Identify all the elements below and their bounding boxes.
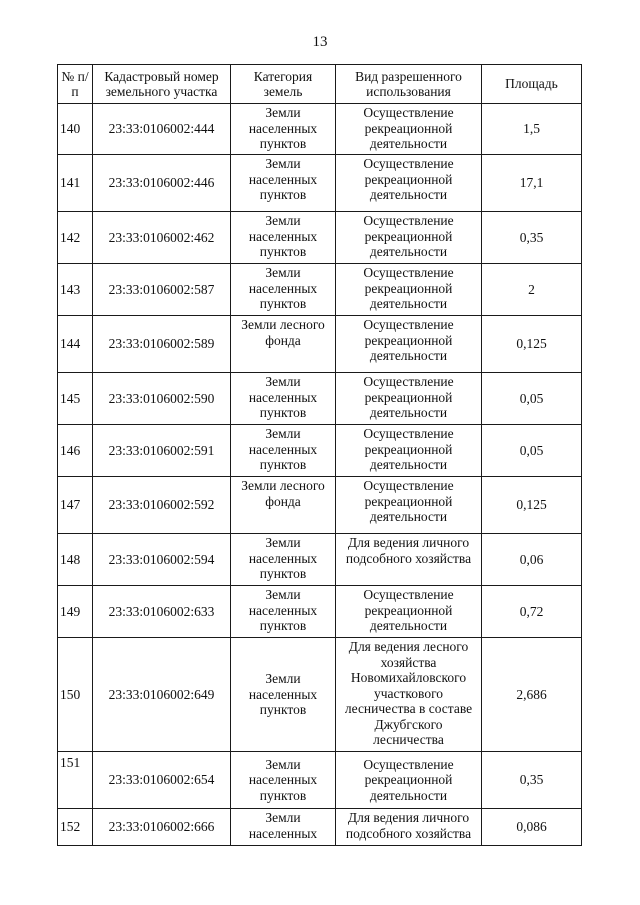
table-row xyxy=(58,586,582,638)
row-number-cell: 142 xyxy=(58,212,93,264)
table-row xyxy=(58,212,582,264)
row-number-cell: 152 xyxy=(58,809,93,846)
table-row xyxy=(58,809,582,846)
cadastral-number-cell: 23:33:0106002:589 xyxy=(93,316,231,373)
cadastral-number-cell: 23:33:0106002:446 xyxy=(93,155,231,212)
area-cell: 1,5 xyxy=(482,104,582,155)
cadastral-number-cell: 23:33:0106002:590 xyxy=(93,373,231,425)
land-category-cell: Земли населенных пунктов xyxy=(231,373,336,425)
permitted-use-cell: Осуществление рекреационной деятельности xyxy=(336,373,482,425)
table-row xyxy=(58,373,582,425)
table-row xyxy=(58,264,582,316)
table-row xyxy=(58,752,582,809)
cadastral-number-cell: 23:33:0106002:462 xyxy=(93,212,231,264)
land-category-cell: Земли населенных пунктов xyxy=(231,155,336,212)
row-number-cell: 149 xyxy=(58,586,93,638)
land-category-cell: Земли населенных пунктов xyxy=(231,638,336,752)
land-plots-table xyxy=(57,64,582,846)
table-body xyxy=(58,104,582,846)
cadastral-number-cell: 23:33:0106002:592 xyxy=(93,477,231,534)
row-number-cell: 151 xyxy=(58,752,93,809)
area-cell: 0,35 xyxy=(482,212,582,264)
permitted-use-cell: Осуществление рекреационной деятельности xyxy=(336,212,482,264)
row-number-cell: 140 xyxy=(58,104,93,155)
land-category-cell: Земли лесного фонда xyxy=(231,477,336,534)
land-category-cell: Земли населенных xyxy=(231,809,336,846)
row-number-cell: 143 xyxy=(58,264,93,316)
permitted-use-cell: Осуществление рекреационной деятельности xyxy=(336,477,482,534)
area-cell: 17,1 xyxy=(482,155,582,212)
land-category-cell: Земли лесного фонда xyxy=(231,316,336,373)
header-use: Вид разрешенного использования xyxy=(336,65,482,104)
area-cell: 0,125 xyxy=(482,477,582,534)
cadastral-number-cell: 23:33:0106002:594 xyxy=(93,534,231,586)
area-cell: 0,05 xyxy=(482,373,582,425)
table-row xyxy=(58,425,582,477)
header-area: Площадь xyxy=(482,65,582,104)
area-cell: 2 xyxy=(482,264,582,316)
permitted-use-cell: Осуществление рекреационной деятельности xyxy=(336,586,482,638)
area-cell: 0,086 xyxy=(482,809,582,846)
permitted-use-cell: Осуществление рекреационной деятельности xyxy=(336,425,482,477)
land-category-cell: Земли населенных пунктов xyxy=(231,425,336,477)
header-num: № п/п xyxy=(58,65,93,104)
row-number-cell: 147 xyxy=(58,477,93,534)
cadastral-number-cell: 23:33:0106002:587 xyxy=(93,264,231,316)
permitted-use-cell: Для ведения личного подсобного хозяйства xyxy=(336,534,482,586)
land-category-cell: Земли населенных пунктов xyxy=(231,586,336,638)
permitted-use-cell: Для ведения личного подсобного хозяйства xyxy=(336,809,482,846)
row-number-cell: 145 xyxy=(58,373,93,425)
cadastral-number-cell: 23:33:0106002:633 xyxy=(93,586,231,638)
cadastral-number-cell: 23:33:0106002:444 xyxy=(93,104,231,155)
row-number-cell: 146 xyxy=(58,425,93,477)
land-category-cell: Земли населенных пунктов xyxy=(231,534,336,586)
permitted-use-cell: Для ведения лесного хозяйства Новомихайловского участкового лесничества в составе Джубгского лесничества xyxy=(336,638,482,752)
table-row xyxy=(58,104,582,155)
permitted-use-cell: Осуществление рекреационной деятельности xyxy=(336,155,482,212)
cadastral-number-cell: 23:33:0106002:654 xyxy=(93,752,231,809)
header-cadastral: Кадастровый номер земельного участка xyxy=(93,65,231,104)
cadastral-number-cell: 23:33:0106002:649 xyxy=(93,638,231,752)
table-row xyxy=(58,477,582,534)
header-category: Категория земель xyxy=(231,65,336,104)
cadastral-number-cell: 23:33:0106002:591 xyxy=(93,425,231,477)
permitted-use-cell: Осуществление рекреационной деятельности xyxy=(336,752,482,809)
area-cell: 0,72 xyxy=(482,586,582,638)
land-category-cell: Земли населенных пунктов xyxy=(231,212,336,264)
table-row xyxy=(58,638,582,752)
cadastral-number-cell: 23:33:0106002:666 xyxy=(93,809,231,846)
area-cell: 0,35 xyxy=(482,752,582,809)
permitted-use-cell: Осуществление рекреационной деятельности xyxy=(336,104,482,155)
page-number: 13 xyxy=(312,34,328,50)
land-category-cell: Земли населенных пунктов xyxy=(231,752,336,809)
permitted-use-cell: Осуществление рекреационной деятельности xyxy=(336,264,482,316)
land-category-cell: Земли населенных пунктов xyxy=(231,104,336,155)
row-number-cell: 148 xyxy=(58,534,93,586)
row-number-cell: 150 xyxy=(58,638,93,752)
land-category-cell: Земли населенных пунктов xyxy=(231,264,336,316)
table-row xyxy=(58,316,582,373)
area-cell: 0,05 xyxy=(482,425,582,477)
permitted-use-cell: Осуществление рекреационной деятельности xyxy=(336,316,482,373)
area-cell: 0,125 xyxy=(482,316,582,373)
row-number-cell: 141 xyxy=(58,155,93,212)
table-row xyxy=(58,534,582,586)
table-row xyxy=(58,155,582,212)
row-number-cell: 144 xyxy=(58,316,93,373)
table-header-row xyxy=(58,65,582,104)
area-cell: 0,06 xyxy=(482,534,582,586)
area-cell: 2,686 xyxy=(482,638,582,752)
